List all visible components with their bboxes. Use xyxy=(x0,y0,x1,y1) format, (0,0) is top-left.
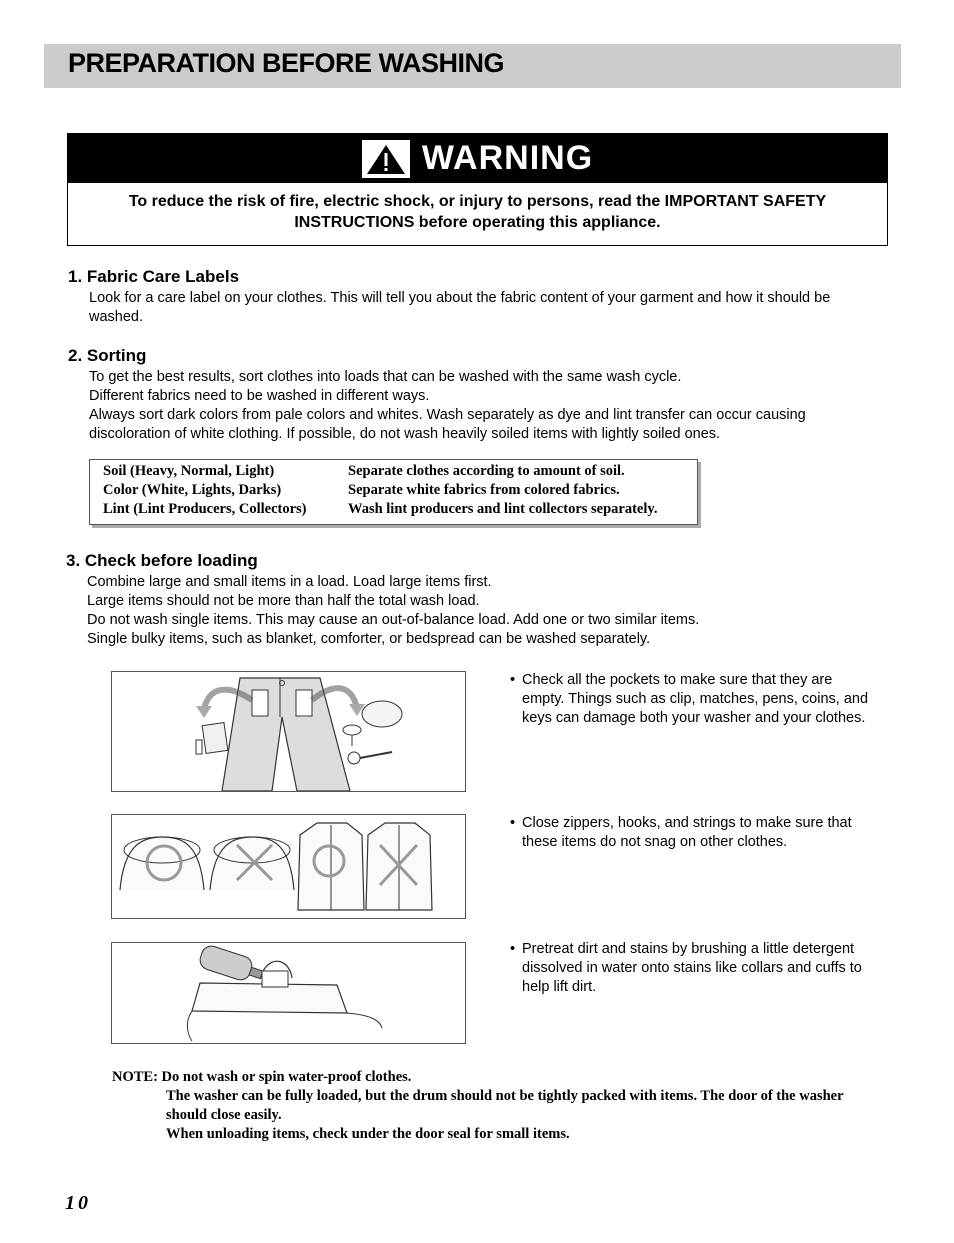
sorting-line: To get the best results, sort clothes into loads that can be washed with the same wash cycle. xyxy=(89,369,682,385)
fabric-care-heading: 1. Fabric Care Labels xyxy=(68,267,240,286)
warning-triangle-icon xyxy=(362,140,410,178)
sorting-text xyxy=(89,368,879,444)
page-title: PREPARATION BEFORE WASHING xyxy=(68,48,505,78)
bullet-text: Pretreat dirt and stains by brushing a little detergent dissolved in water onto stains like collars and cuffs to help lift dirt. xyxy=(522,941,862,995)
sorting-heading: 2. Sorting xyxy=(68,346,147,365)
page-number: 10 xyxy=(65,1192,91,1214)
warning-header xyxy=(68,134,887,183)
note-lead: NOTE: Do not wash or spin water-proof clothes. xyxy=(112,1069,412,1085)
zippers-illustration xyxy=(111,814,466,919)
checking-line: Do not wash single items. This may cause an out-of-balance load. Add one or two similar items. xyxy=(87,612,700,628)
sorting-line: Always sort dark colors from pale colors and whites. Wash separately as dye and lint transfer can occur causing discoloration of white clothing. If possible, do not wash heavily soiled items with lightly soiled ones. xyxy=(89,407,806,442)
bullet-icon: • xyxy=(510,815,516,831)
note-block xyxy=(112,1068,852,1144)
table-cell-category: Color (White, Lights, Darks) xyxy=(103,482,282,498)
check-loading-text xyxy=(87,573,877,649)
check-loading-heading: 3. Check before loading xyxy=(66,551,258,570)
bullet-text: Check all the pockets to make sure that they are empty. Things such as clip, matches, pens, coins, and keys can damage both your washer and your clothes. xyxy=(522,672,869,726)
bullet-zippers xyxy=(510,814,870,852)
fabric-care-paragraph: Look for a care label on your clothes. This will tell you about the fabric content of your garment and how it should be washed. xyxy=(89,290,831,325)
table-cell-category: Lint (Lint Producers, Collectors) xyxy=(103,501,307,517)
table-cell-instruction: Wash lint producers and lint collectors separately. xyxy=(348,501,658,517)
bullet-pretreat xyxy=(510,940,870,997)
warning-box xyxy=(67,133,888,246)
sorting-line: Different fabrics need to be washed in different ways. xyxy=(89,388,430,404)
note-line: When unloading items, check under the door seal for small items. xyxy=(166,1126,570,1142)
checking-line: Combine large and small items in a load. Load large items first. xyxy=(87,574,492,590)
table-cell-instruction: Separate white fabrics from colored fabrics. xyxy=(348,482,620,498)
checking-line: Large items should not be more than half the total wash load. xyxy=(87,593,480,609)
bullet-icon: • xyxy=(510,941,516,957)
table-cell-instruction: Separate clothes according to amount of soil. xyxy=(348,463,625,479)
checking-line: Single bulky items, such as blanket, comforter, or bedspread can be washed separately. xyxy=(87,631,651,647)
pretreat-illustration xyxy=(111,942,466,1044)
fabric-care-text xyxy=(89,289,884,327)
pockets-illustration xyxy=(111,671,466,792)
bullet-text: Close zippers, hooks, and strings to make sure that these items do not snag on other clothes. xyxy=(522,815,852,850)
bullet-icon: • xyxy=(510,672,516,688)
sorting-table xyxy=(89,459,698,525)
bullet-pockets xyxy=(510,671,870,728)
warning-text: To reduce the risk of fire, electric shock, or injury to persons, read the IMPORTANT SAFETY INSTRUCTIONS before operating this appliance. xyxy=(128,193,827,231)
warning-title: WARNING xyxy=(421,139,594,177)
table-cell-category: Soil (Heavy, Normal, Light) xyxy=(103,463,275,479)
note-line: The washer can be fully loaded, but the drum should not be tightly packed with items. The door of the washer should close easily. xyxy=(166,1088,844,1123)
